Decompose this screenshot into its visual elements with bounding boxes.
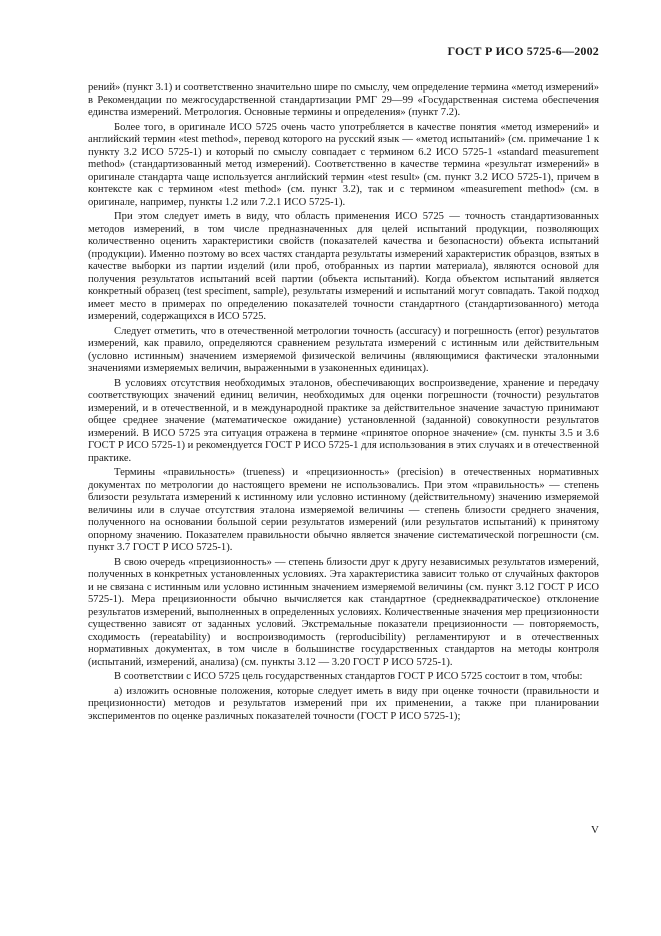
paragraph: Следует отметить, что в отечественной метрологии точность (accuracy) и погрешность (error) результатов измерений, как правило, определяются сравнением результата измерений с истинным или действительным (условно истинным) значением измеряемой физической величины (являющимися фактически эталонными значениями измеряемых величин, выраженными в узаконенных единицах). <box>88 325 599 374</box>
page-number: V <box>591 824 599 836</box>
paragraph: При этом следует иметь в виду, что область применения ИСО 5725 — точность стандартизованных методов измерений, в том числе предназначенных для целей испытаний продукции, позволяющих количественно оценить характеристики свойств (показателей качества и безопасности) объекта испытаний (продукции). Именно поэтому во всех частях стандарта результаты измерений характеристик образцов, взятых в качестве выборки из партии изделий (или проб, отобранных из партии материала), являются основой для получения результатов испытаний всей партии (объекта испытаний). Когда объектом испытаний является конкретный образец (test speciment, sample), результаты измерений и испытаний могут совпадать. Такой подход имеет место в примерах по определению показателей точности стандартного (стандартизованного) метода измерений, содержащихся в ИСО 5725. <box>88 211 599 322</box>
paragraph: В соответствии с ИСО 5725 цель государственных стандартов ГОСТ Р ИСО 5725 состоит в том, чтобы: <box>114 671 583 682</box>
body-text <box>88 82 599 725</box>
paragraph: В свою очередь «прецизионность» — степень близости друг к другу независимых результатов измерений, полученных в конкретных установленных условиях. Эта характеристика зависит только от случайных факторов и не связана с истинным или условно истинным значением измеряемой величины (см. пункт 3.12 ГОСТ Р ИСО 5725-1). Мера прецизионности обычно вычисляется как стандартное (среднеквадратическое) отклонение результатов измерений, выполненных в определенных условиях. Количественные значения мер прецизионности существенно зависят от заданных условий. Экстремальные показатели прецизионности — повторяемость, сходимость (repeatability) и воспроизводимость (reproducibility) регламентируют и в отечественных нормативных документах, в том числе в большинстве государственных стандартов на методы контроля (испытаний, измерений, анализа) (см. пункты 3.12 — 3.20 ГОСТ Р ИСО 5725-1). <box>88 556 599 668</box>
paragraph: Более того, в оригинале ИСО 5725 очень часто употребляется в качестве понятия «метод измерений» и английский термин «test method», перевод которого на русский язык — «метод испытаний» (см. примечание 1 к пункту 3.2 ИСО 5725-1) и который по смыслу совпадает с термином 6.2 ИСО 5725-1 «standard measurement method» (стандартизованный метод измерений). Соответственно в качестве термина «результат измерений» в оригинале стандарта чаще используется английский термин «test result» (см. пункт 3.2 ИСО 5725-1), причем в контексте как с термином «test method» (см. пункт 3.2), так и с термином «measurement method» (см. в оригинале, например, пункты 1.2 или 7.2.1 ИСО 5725-1). <box>88 121 599 208</box>
paragraph: рений» (пункт 3.1) и соответственно значительно шире по смыслу, чем определение термина «метод измерений» в Рекомендации по межгосударственной стандартизации РМГ 29—99 «Государственная система обеспечения единства измерений. Метрология. Основные термины и определения» (пункт 7.2). <box>88 82 599 118</box>
paragraph: В условиях отсутствия необходимых эталонов, обеспечивающих воспроизведение, хранение и передачу соответствующих значений единиц величин, необходимых для оценки погрешности (точности) результатов измерений, и в отечественной, и в международной практике за действительное значение зачастую принимают общее среднее значение (математическое ожидание) установленной (заданной) совокупности результатов измерений. В ИСО 5725 эта ситуация отражена в термине «принятое опорное значение» (см. пункты 3.5 и 3.6 ГОСТ Р ИСО 5725-1) и рекомендуется ГОСТ Р ИСО 5725-1 для использования в этих случаях и в отечественной практике. <box>88 377 599 464</box>
paragraph: Термины «правильность» (trueness) и «прецизионность» (precision) в отечественных нормативных документах по метрологии до настоящего времени не использовались. При этом «правильность» — степень близости результата измерений к истинному или условно истинному (действительному) значению измеряемой величины или в случае отсутствия эталона измеряемой величины — степень близости среднего значения, полученного на основании большой серии результатов измерений (или результатов испытаний) к принятому опорному значению. Показателем правильности обычно является значение систематической погрешности (см. пункт 3.7 ГОСТ Р ИСО 5725-1). <box>88 467 599 553</box>
list-item-a: а) изложить основные положения, которые следует иметь в виду при оценке точности (правильности и прецизионности) методов и результатов измерений при их применении, а также при планировании экспериментов по оценке различных показателей точности (ГОСТ Р ИСО 5725-1); <box>88 685 599 722</box>
running-header: ГОСТ Р ИСО 5725-6—2002 <box>447 44 599 58</box>
